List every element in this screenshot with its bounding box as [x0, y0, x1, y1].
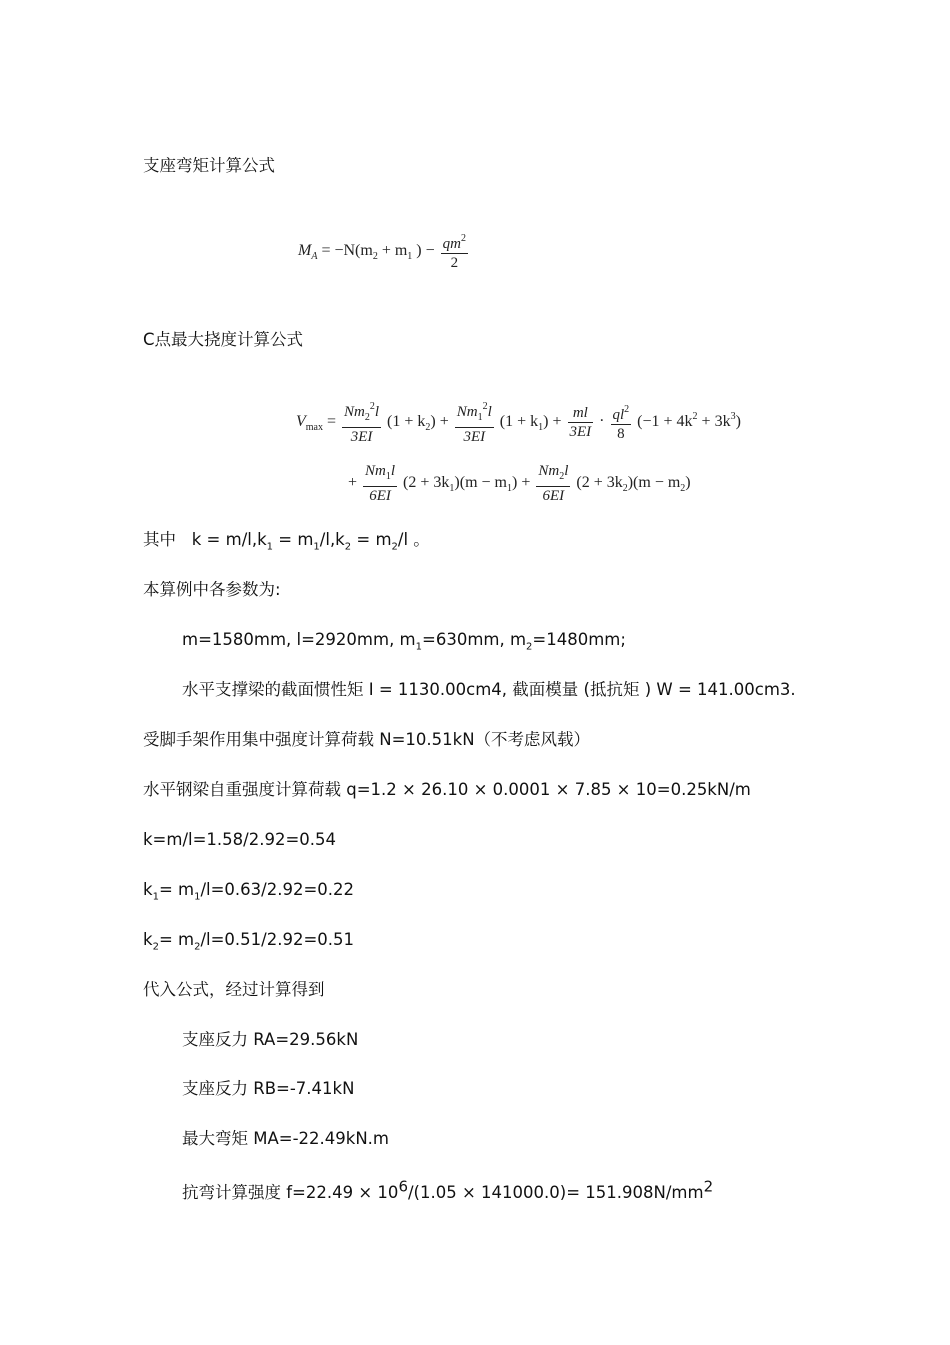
- t4-num: ql: [612, 407, 625, 423]
- t2-tail-sub: 1: [538, 421, 544, 433]
- t1-num-sub: 2: [364, 412, 370, 423]
- result-bending-strength: [182, 1177, 714, 1204]
- t3-den: 3EI: [569, 423, 592, 440]
- ma-num: qm: [442, 236, 461, 252]
- ma-close: ) −: [416, 241, 435, 259]
- ma-den: 2: [450, 255, 459, 271]
- t6-tail-sub: 2: [622, 483, 628, 495]
- t2-close: ) +: [543, 412, 562, 430]
- t5-close: ) +: [511, 474, 531, 492]
- t5-num-l: l: [390, 463, 396, 479]
- k2-calc: [143, 929, 354, 951]
- k1-calc-sub2: 1: [194, 891, 201, 903]
- where-m1-sub: 1: [313, 541, 320, 553]
- t1-num-sup: 2: [369, 401, 375, 412]
- formula-vmax-row1: [296, 398, 741, 446]
- where-k2-sub: 2: [344, 541, 352, 553]
- params-line-2: 水平支撑梁的截面惯性矩 I = 1130.00cm4, 截面模量 (抵抗矩 ) W = 141.00cm3.: [182, 680, 796, 699]
- params-heading: 本算例中各参数为:: [143, 580, 281, 599]
- t6-num-l: l: [564, 463, 569, 479]
- t5-tail: (2 + 3k: [403, 474, 450, 492]
- params-line1-c: =1480mm;: [532, 630, 626, 649]
- k2-calc-sub2: 2: [194, 941, 201, 953]
- v-term4-fraction: [611, 401, 632, 443]
- where-k: k = m/l,k: [191, 530, 267, 549]
- ma-num-sup: 2: [460, 233, 466, 244]
- k-calc: k=m/l=1.58/2.92=0.54: [143, 830, 337, 849]
- t6-num-sub: 2: [559, 471, 565, 482]
- v-term3-fraction: [568, 404, 594, 441]
- load-q: 水平钢梁自重强度计算荷载 q=1.2 × 26.10 × 0.0001 × 7.85 × 10=0.25kN/m: [143, 780, 751, 799]
- where-k2-rest: /l 。: [397, 530, 430, 549]
- t4-close: ): [735, 412, 741, 430]
- t6-tail: (2 + 3k: [576, 474, 623, 492]
- result-f-a: 抗弯计算强度 f=22.49 × 10: [182, 1183, 399, 1202]
- where-k2: = m: [356, 530, 392, 549]
- t5-den: 6EI: [369, 488, 391, 504]
- where-k1-sub: 1: [266, 541, 274, 553]
- v-term5-fraction: [363, 462, 397, 505]
- v-term1-fraction: [342, 398, 381, 446]
- t5-mid-sub: 1: [506, 483, 512, 495]
- result-rb: 支座反力 RB=-7.41kN: [182, 1079, 355, 1098]
- t3-dot: ·: [599, 412, 605, 430]
- heading-deflection-formula: C点最大挠度计算公式: [143, 330, 304, 349]
- t4-sup2: 3: [730, 410, 736, 422]
- result-f-b: /(1.05 × 141000.0)= 151.908N/mm: [407, 1183, 704, 1202]
- formula-moment-a: [298, 230, 470, 272]
- result-f-sup2: 2: [703, 1177, 714, 1196]
- t6-close: ): [685, 474, 691, 492]
- t6-mid-sub: 2: [680, 483, 686, 495]
- t4-den: 8: [617, 426, 625, 442]
- params-line1-sub: 1: [415, 641, 423, 653]
- params-line-1: [182, 629, 626, 651]
- where-k1: = m: [278, 530, 314, 549]
- result-ma: 最大弯矩 MA=-22.49kN.m: [182, 1129, 389, 1148]
- t2-num: Nm: [456, 404, 478, 420]
- row2-plus: +: [348, 474, 358, 492]
- ma-fraction: [441, 230, 468, 272]
- load-n: 受脚手架作用集中强度计算荷载 N=10.51kN（不考虑风载）: [143, 730, 591, 749]
- ma-m1: 1: [407, 250, 413, 262]
- t6-num: Nm: [538, 463, 560, 479]
- t1-num-l: l: [374, 404, 380, 420]
- t5-num: Nm: [365, 463, 386, 479]
- k2-calc-c: /l=0.51/2.92=0.51: [200, 930, 355, 949]
- ma-symbol: M: [298, 241, 312, 259]
- t2-den: 3EI: [463, 429, 486, 445]
- t1-num: Nm: [344, 404, 365, 420]
- where-label: 其中: [143, 530, 176, 549]
- v-term2-fraction: [455, 398, 494, 446]
- k1-calc-c: /l=0.63/2.92=0.22: [200, 880, 355, 899]
- params-line1-sub2: 2: [526, 641, 533, 653]
- formula-vmax-row2: [348, 462, 691, 505]
- v-term6-fraction: [536, 462, 570, 505]
- k2-calc-b: = m: [158, 930, 195, 949]
- t5-mid: )(m − m: [454, 474, 507, 492]
- t2-num-sub: 1: [477, 412, 483, 423]
- t3-num: ml: [572, 404, 588, 421]
- t2-tail: (1 + k: [499, 412, 539, 430]
- k1-calc-b: = m: [158, 880, 195, 899]
- t5-tail-sub: 1: [449, 483, 455, 495]
- k1-calc: [143, 879, 354, 901]
- t6-den: 6EI: [542, 488, 565, 504]
- v-symbol: V: [296, 412, 306, 430]
- t1-den: 3EI: [350, 429, 373, 445]
- params-line1-b: =630mm, m: [422, 630, 527, 649]
- t6-mid: )(m − m: [627, 474, 681, 492]
- where-m2-sub: 2: [391, 541, 398, 553]
- t4-mid: + 3k: [701, 412, 731, 430]
- t2-num-l: l: [487, 404, 492, 420]
- result-f-sup: 6: [398, 1177, 408, 1196]
- where-definitions: [143, 529, 430, 551]
- t4-tail: (−1 + 4k: [637, 412, 693, 430]
- v-sub: max: [305, 421, 323, 433]
- t1-close: ) +: [430, 412, 449, 430]
- v-eq: =: [327, 412, 337, 430]
- k2-calc-sub: 2: [152, 941, 159, 953]
- heading-moment-formula: 支座弯矩计算公式: [143, 156, 275, 175]
- t5-num-sub: 1: [385, 471, 391, 482]
- k1-calc-a: k: [143, 880, 153, 899]
- ma-plus: + m: [381, 241, 408, 259]
- where-k1-rest: /l,k: [319, 530, 345, 549]
- t4-num-sup: 2: [624, 404, 630, 415]
- t2-num-sup: 2: [482, 401, 488, 412]
- ma-sub: A: [311, 250, 318, 262]
- result-ra: 支座反力 RA=29.56kN: [182, 1030, 359, 1049]
- ma-eq: = −N(m: [321, 241, 373, 259]
- t1-tail: (1 + k: [387, 412, 426, 430]
- params-line1-a: m=1580mm, l=2920mm, m: [182, 630, 416, 649]
- k1-calc-sub: 1: [152, 891, 159, 903]
- k2-calc-a: k: [143, 930, 153, 949]
- ma-m2: 2: [372, 250, 378, 262]
- substitute-text: 代入公式，经过计算得到: [143, 980, 325, 999]
- t1-tail-sub: 2: [425, 421, 431, 433]
- t4-sup: 2: [692, 410, 698, 422]
